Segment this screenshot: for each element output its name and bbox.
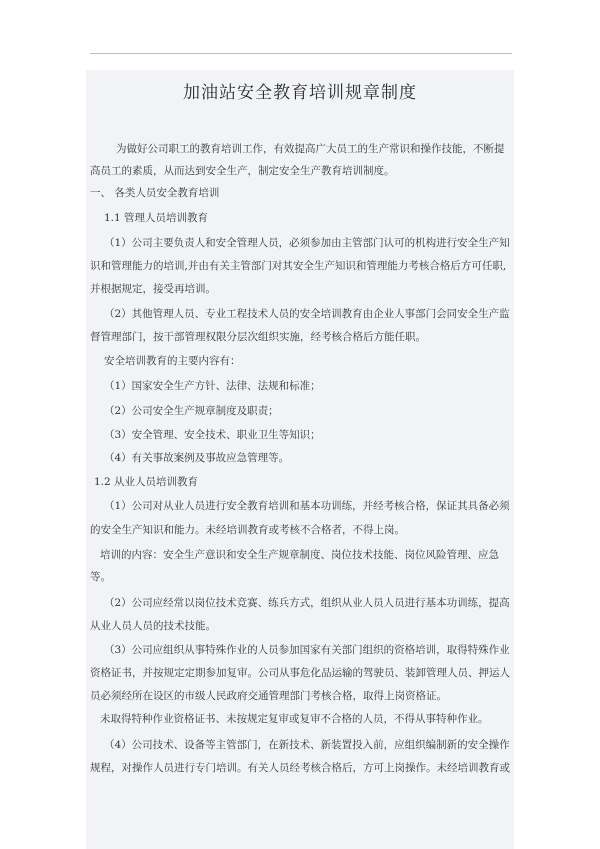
list-item: （3）安全管理、安全技术、职业卫生等知识； [104,429,321,441]
paragraph-line: 并根据规定，接受再培训。 [90,283,216,295]
subsection-heading: 1.1 管理人员培训教育 [104,212,209,224]
paragraph-line: 安全培训教育的主要内容有： [104,355,241,367]
paragraph-line: 督管理部门，按干部管理权限分层次组织实施，经考核合格后方能任职。 [90,331,426,343]
list-item: （1）国家安全生产方针、法律、法规和标准； [104,380,321,392]
paragraph-line: 未取得特种作业资格证书、未按规定复审或复审不合格的人员，不得从事特种作业。 [100,713,489,725]
paragraph-line: （1）公司对从业人员进行安全教育培训和基本功训练，并经考核合格，保证其具备必须 [104,500,510,512]
header-rule [90,53,512,54]
list-item: （4）有关事故案例及事故应急管理等。 [104,452,290,464]
subsection-heading: 1.2 从业人员培训教育 [94,476,199,488]
document-title: 加油站安全教育培训规章制度 [183,83,417,103]
section-heading: 一、 各类人员安全教育培训 [90,187,220,199]
paragraph-line: 从业人员人员的技术技能。 [90,620,216,632]
paragraph-line: 员必须经所在设区的市级人民政府交通管理部门考核合格，取得上岗资格证。 [90,690,447,702]
list-item: （2）公司安全生产规章制度及职责； [104,405,279,417]
paragraph-line: （3）公司应组织从事特殊作业的人员参加国家有关部门组织的资格培训，取得特殊作业 [104,644,510,656]
paragraph-line: （4）公司技术、设备等主管部门，在新技术、新装置投入前，应组织编制新的安全操作 [104,739,510,751]
paragraph-line: 识和管理能力的培训,并由有关主管部门对其安全生产知识和管理能力考核合格后方可任职, [90,260,507,272]
paragraph-line: 培训的内容：安全生产意识和安全生产规章制度、岗位技术技能、岗位风险管理、应急 [100,549,499,561]
paragraph-line: 等。 [90,571,111,583]
paragraph-line: （1）公司主要负责人和安全管理人员，必须参加由主管部门认可的机构进行安全生产知 [104,237,510,249]
paragraph-line: 规程，对操作人员进行专门培训。有关人员经考核合格后，方可上岗操作。未经培训教育或 [90,762,510,774]
paragraph-line: 资格证书，并按规定定期参加复审。公司从事危化品运输的驾驶员、装卸管理人员、押运人 [90,667,510,679]
paragraph-line: 的安全生产知识和能力。未经培训教育或考核不合格者，不得上岗。 [90,524,405,536]
paragraph-line: 为做好公司职工的教育培训工作，有效提高广大员工的生产常识和操作技能，不断提 [116,143,505,155]
paragraph-line: （2）其他管理人员、专业工程技术人员的安全培训教育由企业人事部门会同安全生产监 [104,308,510,320]
paragraph-line: 高员工的素质，从而达到安全生产，制定安全生产教育培训制度。 [90,165,395,177]
paragraph-line: （2）公司应经常以岗位技术竞赛、练兵方式，组织从业人员人员进行基本功训练，提高 [104,597,510,609]
